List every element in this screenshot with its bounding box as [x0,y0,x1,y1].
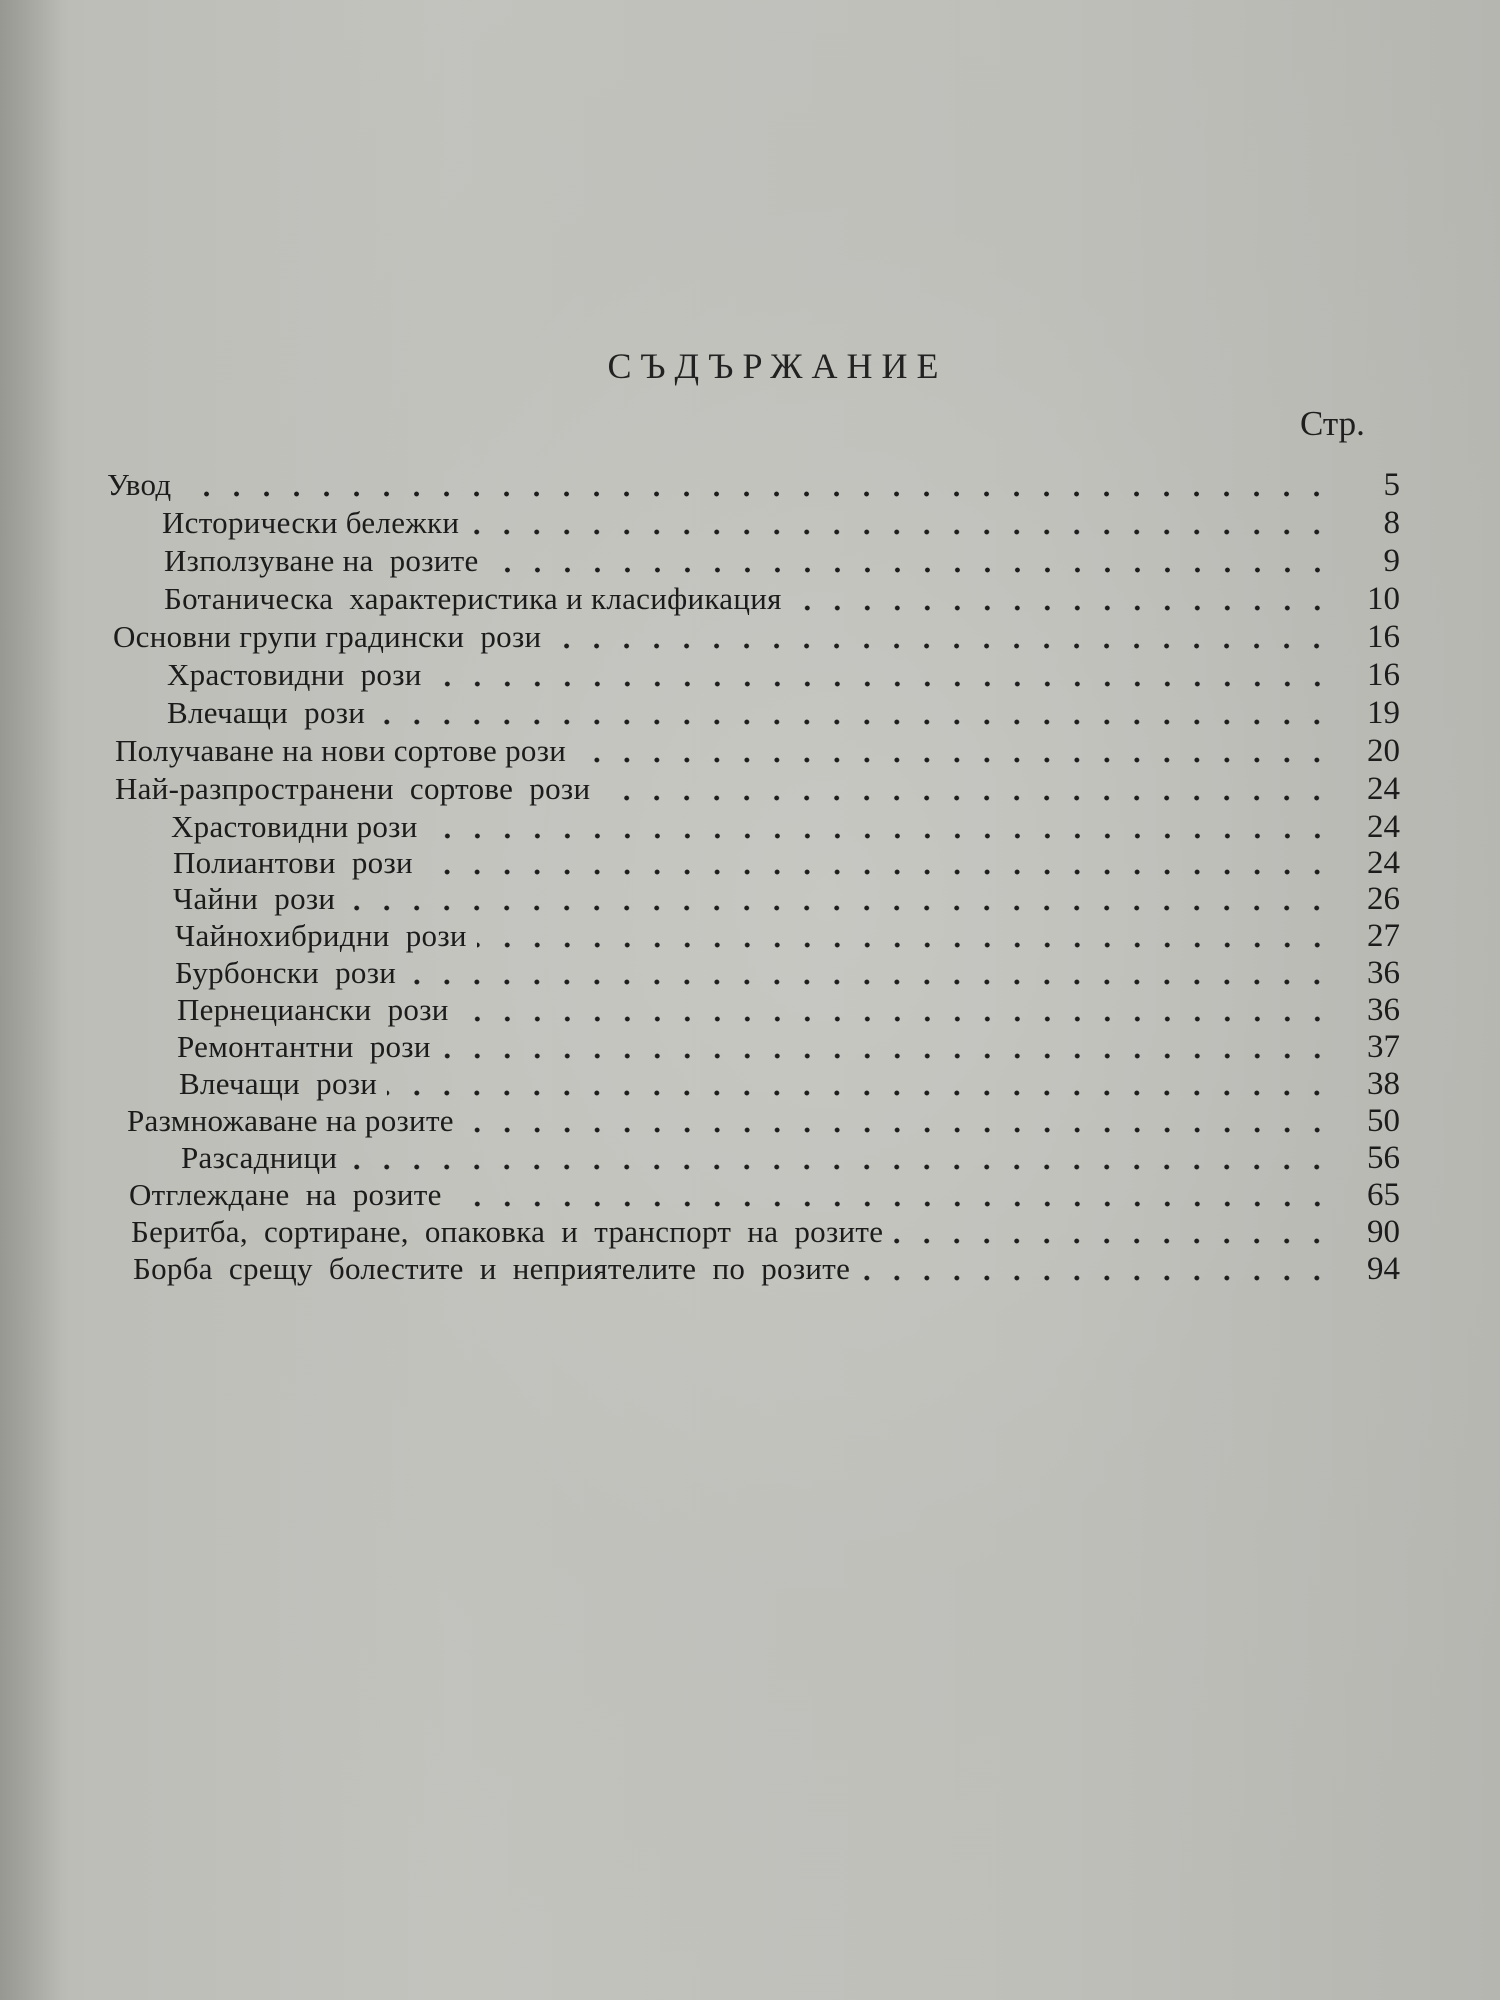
toc-entry-title: Исторически бележки [162,505,460,540]
dot-leader [387,1090,1332,1096]
toc-entry-title: Храстовидни рози [171,809,418,844]
toc-entry-page: 37 [1367,1029,1400,1065]
page-column-label: Стр. [1300,404,1365,443]
dot-leader [551,643,1332,649]
toc-entry-title: Влечащи рози [167,695,366,730]
dot-leader [441,1053,1332,1059]
toc-entry [179,1061,1400,1101]
toc-entry [167,652,1400,692]
toc-entry [177,987,1400,1027]
toc-entry [164,538,1400,578]
toc-entry-title: Борба срещу болестите и неприятелите по розите [133,1251,851,1286]
toc-entry [115,728,1400,768]
toc-entry [133,1246,1400,1286]
toc-entry [181,1135,1400,1175]
dot-leader [406,979,1332,985]
dot-leader [600,795,1332,801]
toc-entry-page: 16 [1367,619,1400,655]
dot-leader [469,529,1332,535]
dot-leader [345,905,1332,911]
toc-entry-page: 36 [1367,992,1400,1028]
toc-entry-page: 65 [1367,1177,1400,1213]
dot-leader [459,1016,1332,1022]
toc-entry-page: 5 [1383,467,1400,503]
dot-leader [464,1127,1332,1133]
toc-entry [173,840,1400,880]
toc-entry-title: Ботаническа характеристика и класификация [164,581,782,616]
toc-entry-title: Ремонтантни рози [177,1029,431,1064]
toc-entry-page: 20 [1367,733,1400,769]
toc-entry-title: Влечащи рози [179,1066,378,1101]
toc-entry-page: 56 [1367,1140,1400,1176]
toc-entry [171,804,1400,844]
toc-entry-title: Използуване на розите [164,543,479,578]
toc-entry-title: Пернециански рози [177,992,449,1027]
toc-entry-title: Полиантови рози [173,845,413,880]
dot-leader [477,942,1332,948]
toc-entry-page: 8 [1383,505,1400,541]
toc-entry [173,876,1400,916]
dot-leader [489,567,1332,573]
page-gutter-shadow [0,0,70,2000]
toc-entry [164,576,1400,616]
toc-entry-page: 94 [1367,1251,1400,1287]
toc-entry-page: 27 [1367,918,1400,954]
toc-entry-title: Получаване на нови сортове рози [115,733,567,768]
dot-leader [347,1164,1332,1170]
page-title: СЪДЪРЖАНИЕ [607,346,948,386]
toc-entry [175,913,1400,953]
toc-entry [167,690,1400,730]
dot-leader [423,869,1332,875]
toc-entry-title: Увод [107,467,172,502]
toc-entry-page: 24 [1367,809,1400,845]
dot-leader [893,1238,1332,1244]
toc-entry [129,1172,1400,1212]
toc-entry-title: Разсадници [181,1140,338,1175]
dot-leader [860,1275,1332,1281]
toc-entry [113,614,1400,654]
toc-entry-title: Чайнохибридни рози [175,918,467,953]
toc-entry-title: Беритба, сортиране, опаковка и транспорт на розите [131,1214,884,1249]
toc-entry-page: 24 [1367,771,1400,807]
toc-entry-title: Чайни рози [173,881,336,916]
toc-entry [115,766,1400,806]
toc-entry-title: Храстовидни рози [167,657,422,692]
toc-entry-page: 36 [1367,955,1400,991]
dot-leader [181,491,1332,497]
dot-leader [792,605,1332,611]
toc-entry-page: 50 [1367,1103,1400,1139]
dot-leader [375,719,1332,725]
toc-entry-title: Основни групи градински рози [113,619,542,654]
dot-leader [432,681,1332,687]
toc-entry-title: Бурбонски рози [175,955,397,990]
toc-entry-title: Най-разпространени сортове рози [115,771,591,806]
toc-entry-page: 38 [1367,1066,1400,1102]
toc-entry [177,1024,1400,1064]
toc-entry [175,950,1400,990]
toc-entry-title: Размножаване на розите [127,1103,454,1138]
toc-entry-page: 90 [1367,1214,1400,1250]
toc-entry-page: 24 [1367,845,1400,881]
toc-entry [162,500,1400,540]
toc-entry-page: 26 [1367,881,1400,917]
toc-entry-page: 10 [1367,581,1400,617]
toc-entry [107,462,1400,502]
toc-entry-page: 16 [1367,657,1400,693]
toc-entry-page: 19 [1367,695,1400,731]
dot-leader [452,1201,1332,1207]
toc-entry-page: 9 [1383,543,1400,579]
toc-entry-title: Отглеждане на розите [129,1177,442,1212]
toc-entry [131,1209,1400,1249]
dot-leader [576,757,1332,763]
toc-entry [127,1098,1400,1138]
dot-leader [428,833,1332,839]
